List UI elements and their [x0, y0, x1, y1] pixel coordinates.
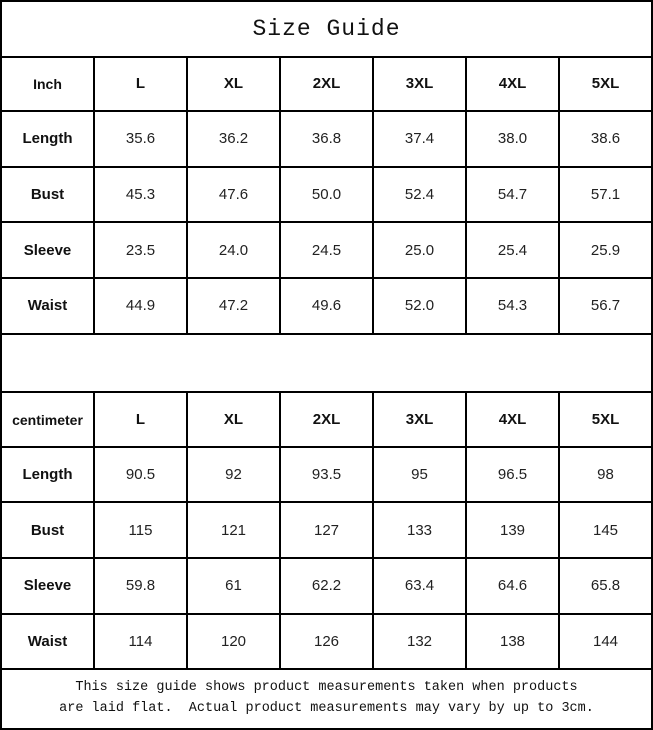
- size-header-cell: XL: [187, 57, 280, 112]
- cm-length-row: [1, 447, 652, 503]
- value-cell: 47.2: [187, 278, 280, 334]
- value-cell: 121: [187, 502, 280, 558]
- value-cell: 37.4: [373, 111, 466, 167]
- value-cell: 59.8: [94, 558, 187, 614]
- size-header-cell: 4XL: [466, 57, 559, 112]
- row-label-cell: Sleeve: [1, 222, 94, 278]
- value-cell: 98: [559, 447, 652, 503]
- row-label-cell: Bust: [1, 167, 94, 223]
- value-cell: 50.0: [280, 167, 373, 223]
- size-header-cell: 2XL: [280, 57, 373, 112]
- value-cell: 126: [280, 614, 373, 670]
- value-cell: 44.9: [94, 278, 187, 334]
- value-cell: 52.4: [373, 167, 466, 223]
- value-cell: 54.3: [466, 278, 559, 334]
- size-header-cell: 5XL: [559, 392, 652, 447]
- row-label-cell: Sleeve: [1, 558, 94, 614]
- value-cell: 38.0: [466, 111, 559, 167]
- row-label-cell: Bust: [1, 502, 94, 558]
- value-cell: 54.7: [466, 167, 559, 223]
- value-cell: 95: [373, 447, 466, 503]
- value-cell: 49.6: [280, 278, 373, 334]
- value-cell: 52.0: [373, 278, 466, 334]
- inch-length-row: [1, 111, 652, 167]
- value-cell: 23.5: [94, 222, 187, 278]
- value-cell: 57.1: [559, 167, 652, 223]
- title-row: [1, 1, 652, 57]
- value-cell: 96.5: [466, 447, 559, 503]
- size-header-cell: 4XL: [466, 392, 559, 447]
- value-cell: 63.4: [373, 558, 466, 614]
- cm-waist-row: [1, 614, 652, 670]
- footer-note: [1, 669, 652, 729]
- footer-line-1: This size guide shows product measurements taken when products: [75, 680, 578, 696]
- value-cell: 114: [94, 614, 187, 670]
- value-cell: 90.5: [94, 447, 187, 503]
- row-label-cell: Length: [1, 447, 94, 503]
- value-cell: 115: [94, 502, 187, 558]
- value-cell: 35.6: [94, 111, 187, 167]
- value-cell: 25.4: [466, 222, 559, 278]
- cm-header-row: [1, 392, 652, 447]
- size-header-cell: 3XL: [373, 392, 466, 447]
- value-cell: 120: [187, 614, 280, 670]
- inch-unit-cell: Inch: [1, 57, 94, 112]
- footer-row: [1, 669, 652, 729]
- value-cell: 139: [466, 502, 559, 558]
- spacer-row: [1, 334, 652, 393]
- cm-bust-row: [1, 502, 652, 558]
- size-header-cell: L: [94, 392, 187, 447]
- value-cell: 61: [187, 558, 280, 614]
- value-cell: 127: [280, 502, 373, 558]
- size-header-cell: 3XL: [373, 57, 466, 112]
- row-label-cell: Waist: [1, 278, 94, 334]
- value-cell: 93.5: [280, 447, 373, 503]
- size-header-cell: 5XL: [559, 57, 652, 112]
- cm-unit-cell: centimeter: [1, 392, 94, 447]
- value-cell: 144: [559, 614, 652, 670]
- inch-waist-row: [1, 278, 652, 334]
- value-cell: 65.8: [559, 558, 652, 614]
- value-cell: 92: [187, 447, 280, 503]
- value-cell: 133: [373, 502, 466, 558]
- row-label-cell: Waist: [1, 614, 94, 670]
- size-header-cell: L: [94, 57, 187, 112]
- value-cell: 36.8: [280, 111, 373, 167]
- value-cell: 38.6: [559, 111, 652, 167]
- value-cell: 64.6: [466, 558, 559, 614]
- size-header-cell: 2XL: [280, 392, 373, 447]
- value-cell: 24.5: [280, 222, 373, 278]
- row-label-cell: Length: [1, 111, 94, 167]
- value-cell: 45.3: [94, 167, 187, 223]
- value-cell: 36.2: [187, 111, 280, 167]
- value-cell: 25.9: [559, 222, 652, 278]
- inch-sleeve-row: [1, 222, 652, 278]
- inch-bust-row: [1, 167, 652, 223]
- size-header-cell: XL: [187, 392, 280, 447]
- value-cell: 132: [373, 614, 466, 670]
- value-cell: 56.7: [559, 278, 652, 334]
- page-title: Size Guide: [1, 1, 652, 57]
- value-cell: 24.0: [187, 222, 280, 278]
- value-cell: 62.2: [280, 558, 373, 614]
- value-cell: 47.6: [187, 167, 280, 223]
- cm-sleeve-row: [1, 558, 652, 614]
- spacer-cell: [1, 334, 652, 393]
- value-cell: 138: [466, 614, 559, 670]
- footer-line-2: are laid flat. Actual product measurements may vary by up to 3cm.: [59, 701, 594, 717]
- value-cell: 25.0: [373, 222, 466, 278]
- inch-header-row: [1, 57, 652, 112]
- value-cell: 145: [559, 502, 652, 558]
